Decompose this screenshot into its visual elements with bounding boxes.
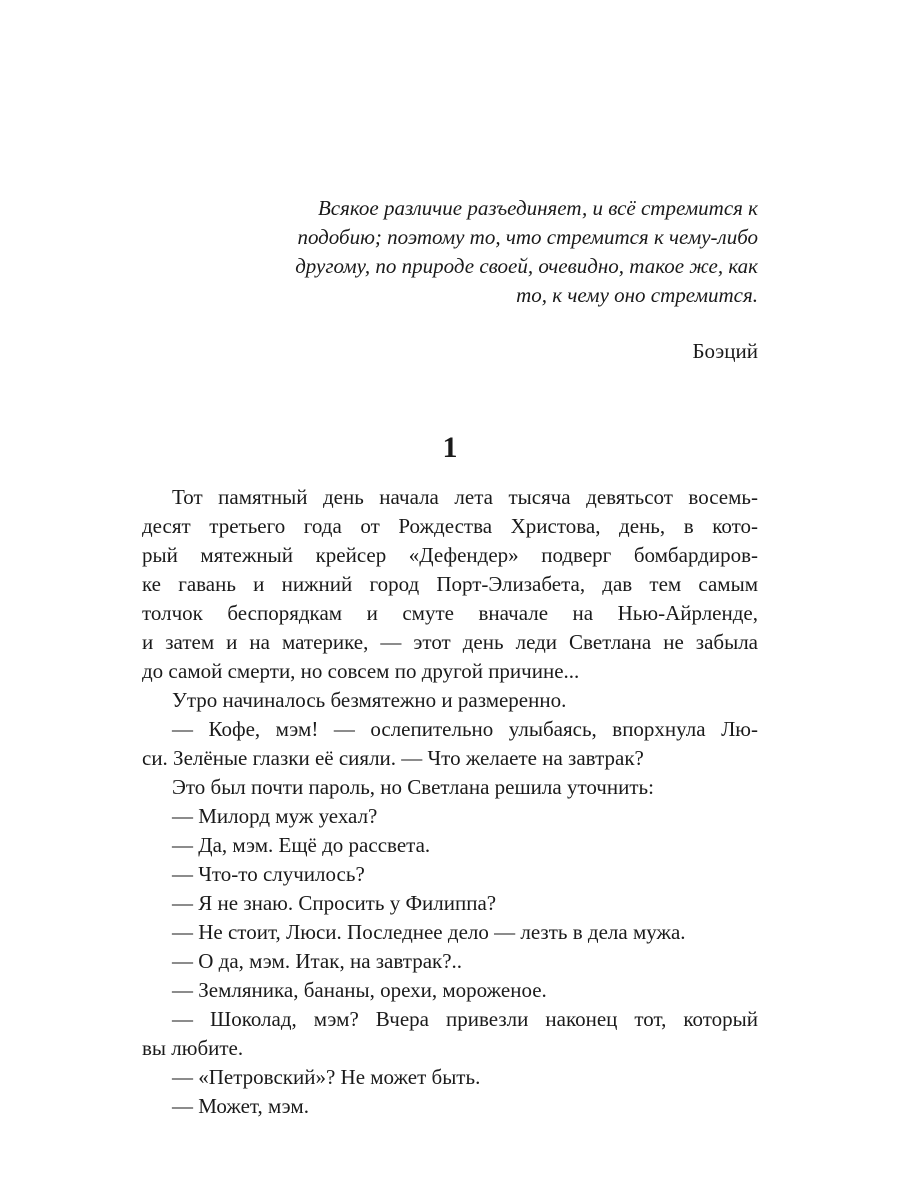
text-line: — «Петровский»? Не может быть. [172, 1065, 481, 1089]
text-line: — Шоколад, мэм? Вчера привезли наконец тот, который [172, 1007, 758, 1031]
text-line: Тот памятный день начала лета тысяча девятьсот восемь- [172, 485, 758, 509]
epigraph-author: Боэций [692, 339, 758, 363]
text-line: рый мятежный крейсер «Дефендер» подверг бомбардиров- [142, 543, 758, 567]
chapter-text [142, 483, 758, 1121]
text-line: — Милорд муж уехал? [172, 804, 378, 828]
text-line: — Не стоит, Люси. Последнее дело — лезть в дела мужа. [172, 920, 686, 944]
text-line: — Может, мэм. [172, 1094, 309, 1118]
text-line: — Кофе, мэм! — ослепительно улыбаясь, впорхнула Лю- [172, 717, 758, 741]
text-line: ке гавань и нижний город Порт-Элизабета, дав тем самым [142, 572, 758, 596]
text-line: — Я не знаю. Спросить у Филиппа? [172, 891, 497, 915]
epigraph-line: другому, по природе своей, очевидно, такое же, как [295, 254, 758, 278]
text-line: Утро начиналось безмятежно и размеренно. [172, 688, 567, 712]
text-line: десят третьего года от Рождества Христова, день, в кото- [142, 514, 758, 538]
text-line: до самой смерти, но совсем по другой причине... [142, 659, 580, 683]
text-line: толчок беспорядкам и смуте вначале на Нью-Айрленде, [142, 601, 758, 625]
text-line: — Что-то случилось? [172, 862, 365, 886]
epigraph-line: то, к чему оно стремится. [516, 283, 758, 307]
epigraph-line: Всякое различие разъединяет, и всё стремится к [317, 196, 758, 220]
text-line: — Земляника, бананы, орехи, мороженое. [172, 978, 547, 1002]
text-line: Это был почти пароль, но Светлана решила уточнить: [172, 775, 654, 799]
text-line: — О да, мэм. Итак, на завтрак?.. [172, 949, 463, 973]
chapter-number: 1 [442, 431, 458, 464]
text-line: вы любите. [142, 1036, 244, 1060]
text-line: — Да, мэм. Ещё до рассвета. [172, 833, 431, 857]
epigraph [280, 194, 758, 310]
text-line: си. Зелёные глазки её сияли. — Что желаете на завтрак? [142, 746, 644, 770]
text-line: и затем и на материке, — этот день леди Светлана не забыла [142, 630, 758, 654]
epigraph-line: подобию; поэтому то, что стремится к чему-либо [297, 225, 758, 249]
